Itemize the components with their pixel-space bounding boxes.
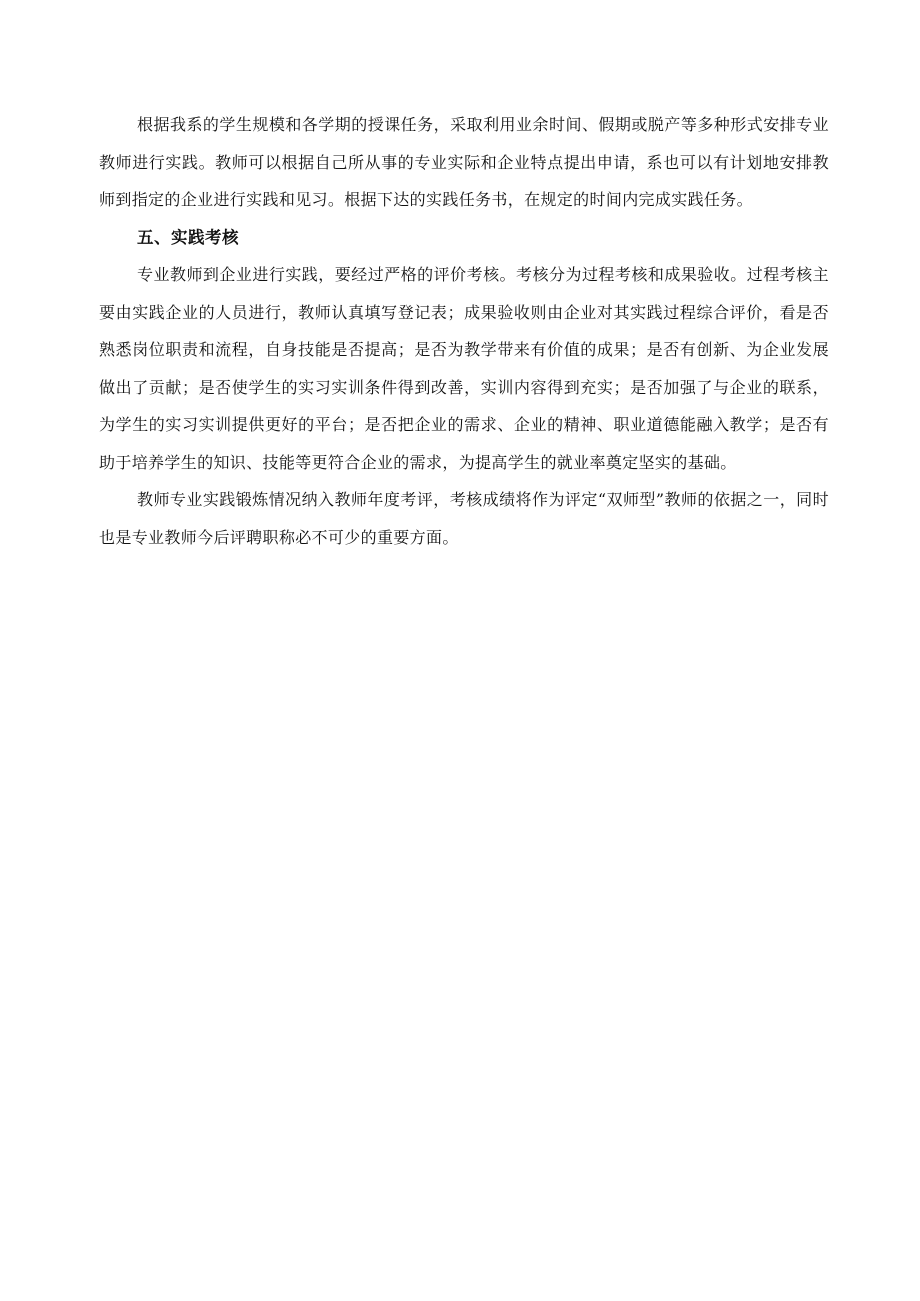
- paragraph-annual-evaluation: 教师专业实践锻炼情况纳入教师年度考评，考核成绩将作为评定“双师型”教师的依据之一，同时也是专业教师今后评聘职称必不可少的重要方面。: [99, 490, 829, 547]
- paragraph-practice-arrangement: 根据我系的学生规模和各学期的授课任务，采取利用业余时间、假期或脱产等多种形式安排专业教师进行实践。教师可以根据自己所从事的专业实际和企业特点提出申请，系也可以有计划地安排教师到指定的企业进行实践和见习。根据下达的实践任务书，在规定的时间内完成实践任务。: [99, 115, 829, 209]
- document-page: [99, 106, 829, 556]
- section-heading-assessment: 五、实践考核: [137, 227, 239, 247]
- paragraph-assessment-details: 专业教师到企业进行实践，要经过严格的评价考核。考核分为过程考核和成果验收。过程考核主要由实践企业的人员进行，教师认真填写登记表；成果验收则由企业对其实践过程综合评价，看是否熟悉岗位职责和流程，自身技能是否提高；是否为教学带来有价值的成果；是否有创新、为企业发展做出了贡献；是否使学生的实习实训条件得到改善，实训内容得到充实；是否加强了与企业的联系，为学生的实习实训提供更好的平台；是否把企业的需求、企业的精神、职业道德能融入教学；是否有助于培养学生的知识、技能等更符合企业的需求，为提高学生的就业率奠定坚实的基础。: [99, 265, 829, 472]
